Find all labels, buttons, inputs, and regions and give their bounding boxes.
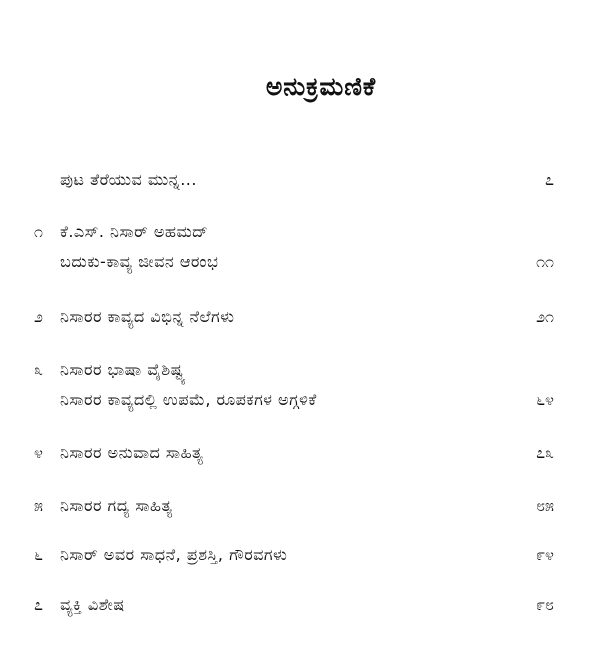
entry-number: ೩ (34, 360, 43, 379)
entry-title: ನಿಸಾರರ ಭಾಷಾ ವೈಶಿಷ್ಟ್ಯ (60, 360, 186, 379)
entry-title: ನಿಸಾರ್ ಅವರ ಸಾಧನೆ, ಪ್ರಶಸ್ತಿ, ಗೌರವಗಳು (60, 545, 288, 564)
toc-line (34, 491, 554, 521)
entry-page-number: ೯೮ (536, 595, 554, 614)
entry-number: ೨ (34, 307, 43, 326)
toc-line (34, 302, 554, 332)
toc-line (34, 247, 554, 277)
entry-page-number: ೯೪ (536, 545, 554, 564)
toc-entry-7 (34, 590, 554, 620)
entry-page-number: ೬೪ (536, 390, 554, 409)
toc-entry-3 (34, 355, 554, 415)
toc-line (34, 385, 554, 415)
toc-line (34, 438, 554, 468)
toc-entry-1 (34, 217, 554, 277)
entry-page-number: ೭ (545, 170, 554, 189)
toc-entry-6 (34, 540, 554, 570)
toc-line (34, 165, 554, 195)
entry-number: ೬ (34, 545, 43, 564)
entry-title: ನಿಸಾರರ ಅನುವಾದ ಸಾಹಿತ್ಯ (60, 443, 204, 462)
toc-line (34, 217, 554, 247)
toc-entry-4 (34, 438, 554, 468)
entry-number: ೫ (34, 496, 43, 515)
toc-line (34, 590, 554, 620)
entry-number: ೧ (34, 222, 43, 241)
entry-title: ನಿಸಾರರ ಕಾವ್ಯದ ವಿಭಿನ್ನ ನೆಲೆಗಳು (60, 307, 235, 326)
toc-entry-5 (34, 491, 554, 521)
entry-page-number: ೮೫ (536, 496, 554, 515)
entry-page-number: ೧೧ (536, 252, 554, 271)
entry-number: ೭ (34, 595, 43, 614)
entry-title: ವ್ಯಕ್ತಿ ವಿಶೇಷ (60, 595, 125, 614)
toc-entry-2 (34, 302, 554, 332)
entry-title: ಕೆ.ಎಸ್. ನಿಸಾರ್ ಅಹಮದ್ (60, 222, 209, 241)
entry-number: ೪ (34, 443, 43, 462)
toc-line (34, 355, 554, 385)
toc-line (34, 540, 554, 570)
entry-subtitle: ಬದುಕು-ಕಾವ್ಯ ಜೀವನ ಆರಂಭ (60, 252, 219, 271)
entry-page-number: ೭೩ (536, 443, 554, 462)
entry-page-number: ೨೧ (536, 307, 554, 326)
entry-subtitle: ನಿಸಾರರ ಕಾವ್ಯದಲ್ಲಿ ಉಪಮೆ, ರೂಪಕಗಳ ಅಗ್ಗಳಿಕೆ (60, 390, 317, 409)
entry-title: ನಿಸಾರರ ಗದ್ಯ ಸಾಹಿತ್ಯ (60, 496, 173, 515)
page-title: ಅನುಕ್ರಮಣಿಕೆ (265, 72, 377, 101)
toc-entry-preface (34, 165, 554, 195)
entry-title: ಪುಟ ತೆರೆಯುವ ಮುನ್ನ... (60, 170, 197, 189)
